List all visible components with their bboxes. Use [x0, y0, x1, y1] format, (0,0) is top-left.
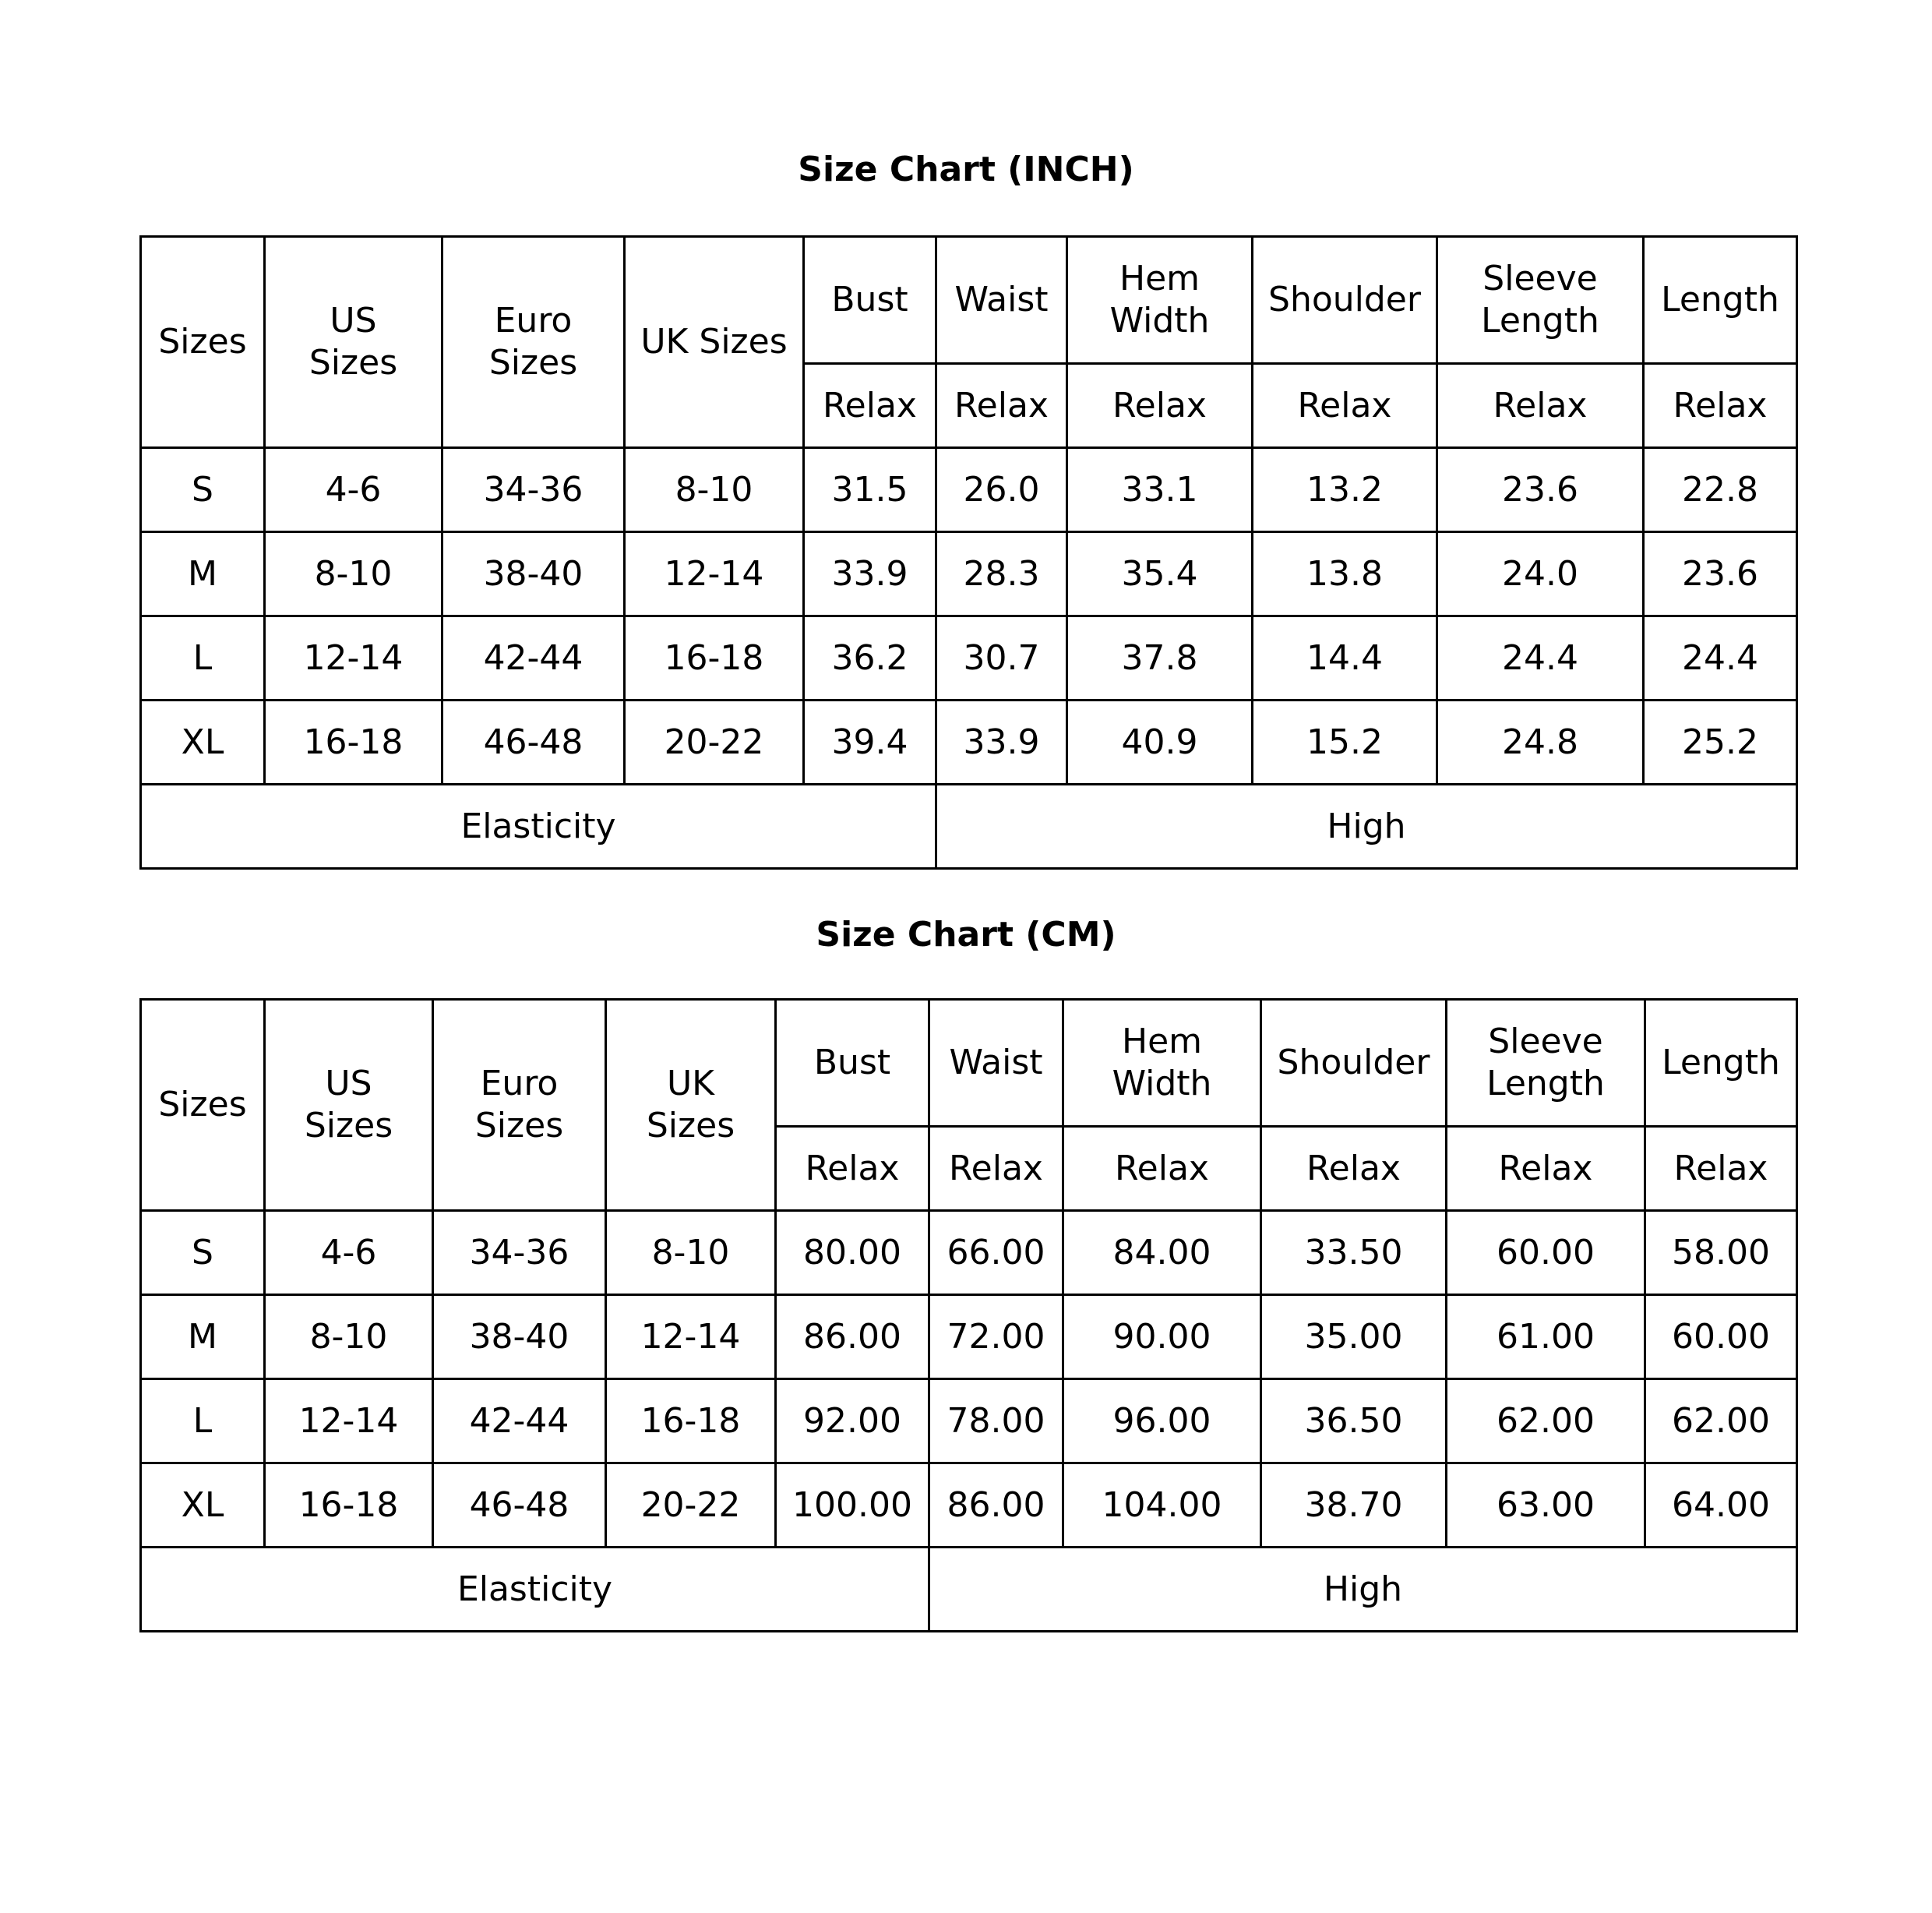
subheader-relax: Relax	[1447, 1127, 1645, 1211]
table-cell: 12-14	[606, 1295, 776, 1379]
table-cell: 23.6	[1644, 532, 1797, 616]
header-row	[141, 237, 1797, 364]
table-cell: 31.5	[804, 448, 936, 532]
table-row	[141, 1463, 1797, 1548]
table-cell: 36.50	[1261, 1379, 1447, 1463]
table-cell: 4-6	[265, 1211, 433, 1295]
table-cell: 104.00	[1063, 1463, 1261, 1548]
table-cell: 24.0	[1437, 532, 1644, 616]
header-us-sizes: US Sizes	[265, 237, 442, 448]
inch-chart-title: Size Chart (INCH)	[798, 150, 1134, 189]
header-shoulder: Shoulder	[1261, 1000, 1447, 1127]
table-cell: 20-22	[625, 701, 804, 785]
table-row	[141, 701, 1797, 785]
header-sleeve-length: Sleeve Length	[1437, 237, 1644, 364]
table-cell: 38-40	[433, 1295, 606, 1379]
table-cell: 20-22	[606, 1463, 776, 1548]
table-cell: 26.0	[936, 448, 1067, 532]
table-cell: 23.6	[1437, 448, 1644, 532]
table-cell: 14.4	[1253, 616, 1437, 701]
subheader-relax: Relax	[776, 1127, 929, 1211]
table-cell: 16-18	[625, 616, 804, 701]
subheader-relax: Relax	[1437, 364, 1644, 448]
table-cell: 60.00	[1645, 1295, 1797, 1379]
table-cell: 13.2	[1253, 448, 1437, 532]
table-cell: 61.00	[1447, 1295, 1645, 1379]
table-cell: 12-14	[625, 532, 804, 616]
table-cell: 66.00	[929, 1211, 1063, 1295]
table-cell: 42-44	[433, 1379, 606, 1463]
header-row	[141, 1000, 1797, 1127]
table-cell: 24.4	[1437, 616, 1644, 701]
table-cell: 100.00	[776, 1463, 929, 1548]
header-uk-sizes: UK Sizes	[625, 237, 804, 448]
header-length: Length	[1644, 237, 1797, 364]
elasticity-row	[141, 1548, 1797, 1632]
table-cell: 39.4	[804, 701, 936, 785]
table-cell: 24.8	[1437, 701, 1644, 785]
table-cell: 35.00	[1261, 1295, 1447, 1379]
subheader-relax: Relax	[1644, 364, 1797, 448]
table-cell: XL	[141, 701, 265, 785]
header-euro-sizes: Euro Sizes	[433, 1000, 606, 1211]
subheader-relax: Relax	[1253, 364, 1437, 448]
table-cell: 86.00	[929, 1463, 1063, 1548]
table-cell: 63.00	[1447, 1463, 1645, 1548]
table-cell: 12-14	[265, 1379, 433, 1463]
table-cell: 36.2	[804, 616, 936, 701]
table-cell: 33.9	[804, 532, 936, 616]
table-row	[141, 1379, 1797, 1463]
header-sleeve-length: Sleeve Length	[1447, 1000, 1645, 1127]
table-cell: 37.8	[1067, 616, 1253, 701]
elasticity-value: High	[936, 785, 1797, 869]
table-cell: 30.7	[936, 616, 1067, 701]
header-hem-width: Hem Width	[1063, 1000, 1261, 1127]
table-cell: 72.00	[929, 1295, 1063, 1379]
header-waist: Waist	[936, 237, 1067, 364]
table-cell: 15.2	[1253, 701, 1437, 785]
table-cell: M	[141, 1295, 265, 1379]
subheader-relax: Relax	[1063, 1127, 1261, 1211]
table-row	[141, 1211, 1797, 1295]
table-row	[141, 448, 1797, 532]
header-hem-width: Hem Width	[1067, 237, 1253, 364]
elasticity-label: Elasticity	[141, 1548, 929, 1632]
table-cell: S	[141, 1211, 265, 1295]
table-cell: 33.1	[1067, 448, 1253, 532]
table-cell: 13.8	[1253, 532, 1437, 616]
table-cell: 80.00	[776, 1211, 929, 1295]
table-cell: 12-14	[265, 616, 442, 701]
subheader-relax: Relax	[1067, 364, 1253, 448]
table-cell: L	[141, 616, 265, 701]
table-cell: 35.4	[1067, 532, 1253, 616]
subheader-relax: Relax	[1261, 1127, 1447, 1211]
table-cell: 16-18	[606, 1379, 776, 1463]
table-cell: 46-48	[442, 701, 625, 785]
subheader-relax: Relax	[1645, 1127, 1797, 1211]
header-bust: Bust	[804, 237, 936, 364]
header-waist: Waist	[929, 1000, 1063, 1127]
table-cell: 90.00	[1063, 1295, 1261, 1379]
table-cell: L	[141, 1379, 265, 1463]
table-cell: 34-36	[442, 448, 625, 532]
table-cell: 38.70	[1261, 1463, 1447, 1548]
table-cell: 33.50	[1261, 1211, 1447, 1295]
elasticity-label: Elasticity	[141, 785, 936, 869]
subheader-relax: Relax	[804, 364, 936, 448]
header-euro-sizes: Euro Sizes	[442, 237, 625, 448]
table-cell: 22.8	[1644, 448, 1797, 532]
table-cell: 25.2	[1644, 701, 1797, 785]
table-cell: 16-18	[265, 701, 442, 785]
table-cell: 62.00	[1447, 1379, 1645, 1463]
table-cell: 8-10	[625, 448, 804, 532]
table-cell: 8-10	[265, 532, 442, 616]
table-cell: 92.00	[776, 1379, 929, 1463]
table-cell: 24.4	[1644, 616, 1797, 701]
table-cell: 60.00	[1447, 1211, 1645, 1295]
table-cell: 28.3	[936, 532, 1067, 616]
table-cell: 16-18	[265, 1463, 433, 1548]
table-row	[141, 616, 1797, 701]
table-cell: 62.00	[1645, 1379, 1797, 1463]
header-sizes: Sizes	[141, 1000, 265, 1211]
table-cell: 33.9	[936, 701, 1067, 785]
cm-size-table	[139, 998, 1798, 1632]
header-sizes: Sizes	[141, 237, 265, 448]
table-cell: S	[141, 448, 265, 532]
table-cell: 96.00	[1063, 1379, 1261, 1463]
table-cell: 42-44	[442, 616, 625, 701]
elasticity-row	[141, 785, 1797, 869]
table-cell: 8-10	[606, 1211, 776, 1295]
table-row	[141, 1295, 1797, 1379]
table-cell: 58.00	[1645, 1211, 1797, 1295]
table-cell: 64.00	[1645, 1463, 1797, 1548]
table-cell: 40.9	[1067, 701, 1253, 785]
subheader-relax: Relax	[936, 364, 1067, 448]
subheader-relax: Relax	[929, 1127, 1063, 1211]
table-cell: 84.00	[1063, 1211, 1261, 1295]
table-row	[141, 532, 1797, 616]
elasticity-value: High	[929, 1548, 1797, 1632]
table-cell: XL	[141, 1463, 265, 1548]
table-cell: 86.00	[776, 1295, 929, 1379]
header-us-sizes: US Sizes	[265, 1000, 433, 1211]
cm-chart-title: Size Chart (CM)	[816, 915, 1116, 955]
header-uk-sizes: UK Sizes	[606, 1000, 776, 1211]
table-cell: 8-10	[265, 1295, 433, 1379]
header-length: Length	[1645, 1000, 1797, 1127]
header-bust: Bust	[776, 1000, 929, 1127]
table-cell: 4-6	[265, 448, 442, 532]
inch-size-table	[139, 235, 1798, 870]
table-cell: 46-48	[433, 1463, 606, 1548]
table-cell: M	[141, 532, 265, 616]
table-cell: 38-40	[442, 532, 625, 616]
header-shoulder: Shoulder	[1253, 237, 1437, 364]
table-cell: 34-36	[433, 1211, 606, 1295]
table-cell: 78.00	[929, 1379, 1063, 1463]
